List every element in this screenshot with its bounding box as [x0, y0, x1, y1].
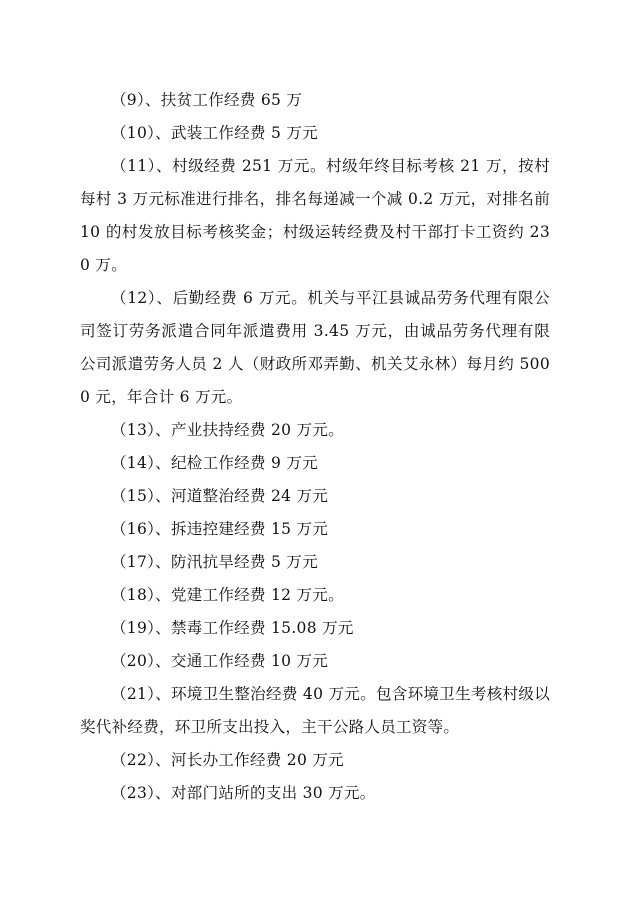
paragraph-item-16: （16）、拆违控建经费 15 万元 — [111, 520, 329, 538]
paragraph-item-15: （15）、河道整治经费 24 万元 — [111, 487, 329, 505]
paragraph-item-11: （11）、村级经费 251 万元。村级年终目标考核 21 万，按村每村 3 万元标准进行排名，排名每递减一个减 0.2 万元，对排名前 10 的村发放目标考核奖金；村级运转经费及村干部打卡工资约 230 万。 — [80, 157, 550, 274]
paragraph-item-17: （17）、防汛抗旱经费 5 万元 — [111, 553, 318, 571]
paragraph-item-9: （9）、扶贫工作经费 65 万 — [111, 91, 303, 109]
paragraph-item-20: （20）、交通工作经费 10 万元 — [111, 652, 329, 670]
paragraph-item-22: （22）、河长办工作经费 20 万元 — [111, 751, 344, 769]
paragraph-item-10: （10）、武装工作经费 5 万元 — [111, 124, 318, 142]
paragraph-item-14: （14）、纪检工作经费 9 万元 — [111, 454, 318, 472]
paragraph-item-19: （19）、禁毒工作经费 15.08 万元 — [111, 619, 354, 637]
paragraph-item-12: （12）、后勤经费 6 万元。机关与平江县诚品劳务代理有限公司签订劳务派遣合同年派遣费用 3.45 万元，由诚品劳务代理有限公司派遣劳务人员 2 人（财政所邓弄勤、机关艾永林）每月约 5000 元，年合计 6 万元。 — [80, 289, 550, 406]
paragraph-item-23: （23）、对部门站所的支出 30 万元。 — [111, 784, 376, 802]
document-body — [80, 84, 550, 810]
paragraph-item-18: （18）、党建工作经费 12 万元。 — [111, 586, 344, 604]
paragraph-item-21: （21）、环境卫生整治经费 40 万元。包含环境卫生考核村级以奖代补经费，环卫所支出投入，主干公路人员工资等。 — [80, 685, 550, 736]
paragraph-item-13: （13）、产业扶持经费 20 万元。 — [111, 421, 344, 439]
